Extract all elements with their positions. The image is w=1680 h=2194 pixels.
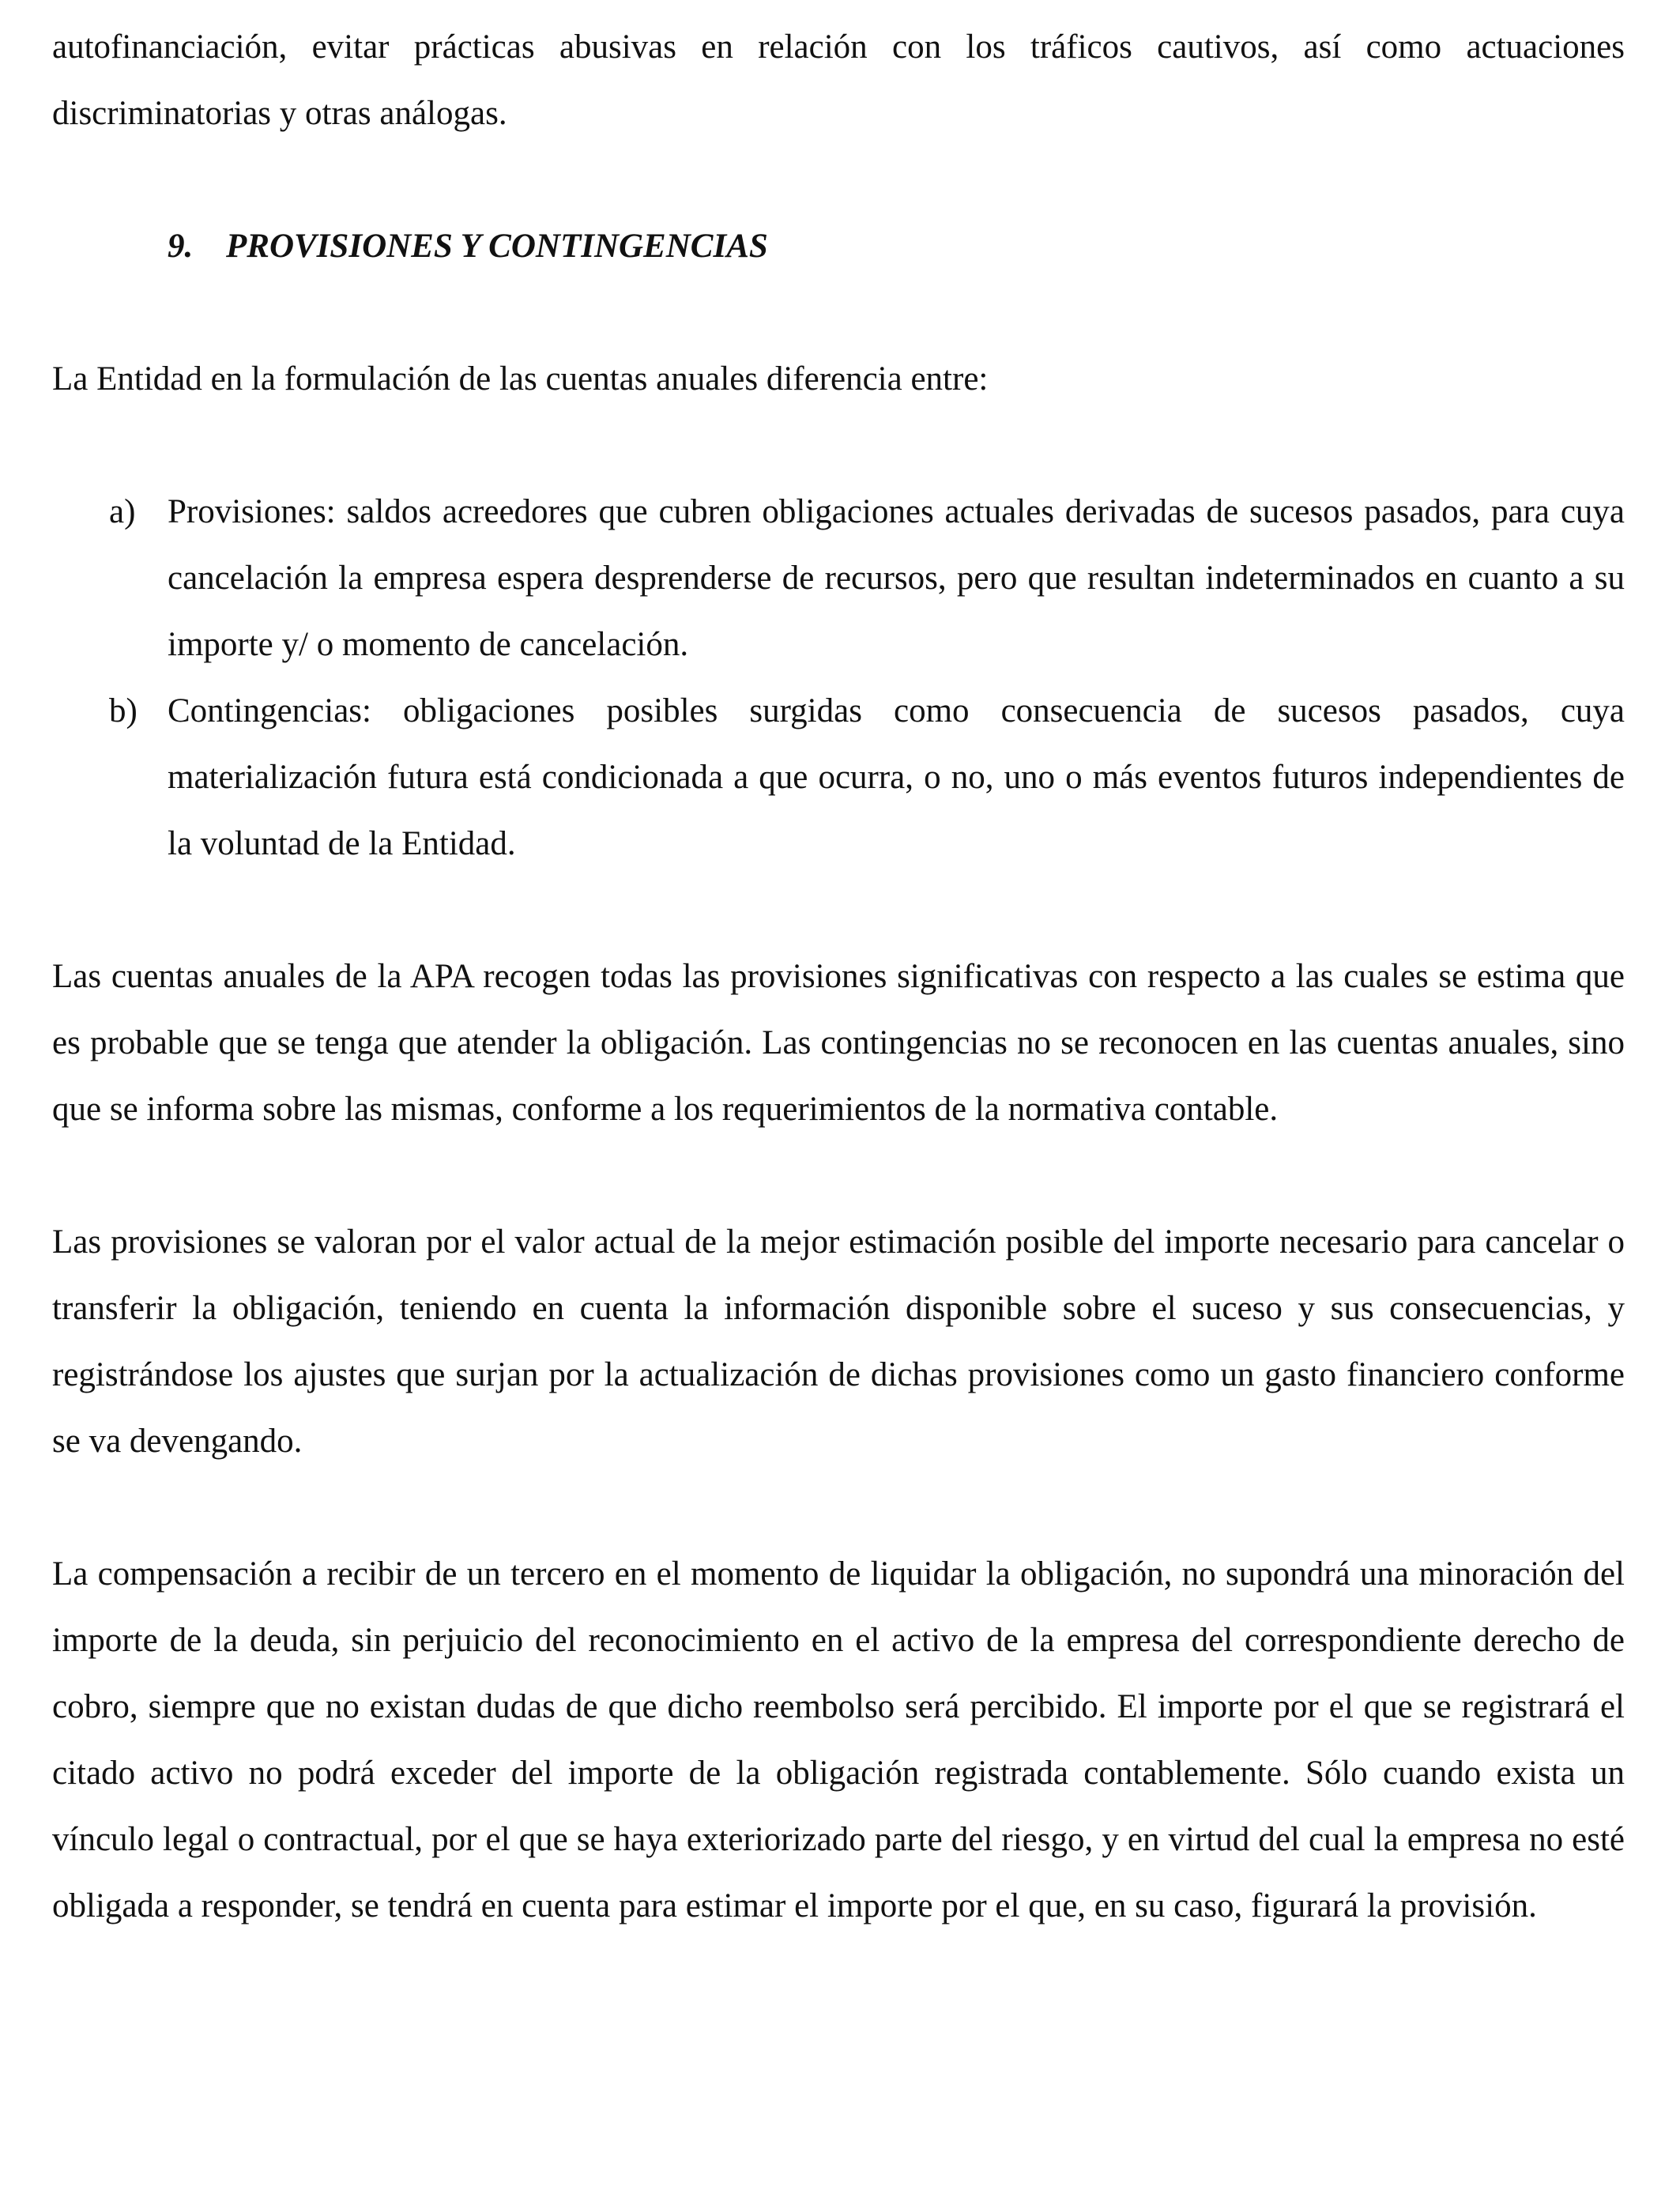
definitions-list — [52, 479, 1625, 877]
body-paragraph-3: La compensación a recibir de un tercero en el momento de liquidar la obligación, no supondrá una minoración del importe de la deuda, sin perjuicio del reconocimiento en el activo de la empresa del correspondiente derecho de cobro, siempre que no existan dudas de que dicho reembolso será percibido. El importe por el que se registrará el citado activo no podrá exceder del importe de la obligación registrada contablemente. Sólo cuando exista un vínculo legal o contractual, por el que se haya exteriorizado parte del riesgo, y en virtud del cual la empresa no esté obligada a responder, se tendrá en cuenta para estimar el importe por el que, en su caso, figurará la provisión. — [52, 1555, 1625, 1924]
section-heading — [52, 213, 1625, 280]
body-paragraph-2: Las provisiones se valoran por el valor actual de la mejor estimación posible del importe necesario para cancelar o transferir la obligación, teniendo en cuenta la información disponible sobre el suceso y sus consecuencias, y registrándose los ajustes que surjan por la actualización de dichas provisiones como un gasto financiero conforme se va devengando. — [52, 1223, 1625, 1460]
list-item-text: Provisiones: saldos acreedores que cubren obligaciones actuales derivadas de sucesos pasados, para cuya cancelación la empresa espera desprenderse de recursos, pero que resultan indeterminados en cuanto a su importe y/ o momento de cancelación. — [168, 493, 1625, 663]
section-number: 9. — [168, 228, 194, 265]
list-item-contingencias — [52, 678, 1625, 877]
list-marker: b) — [109, 692, 137, 729]
list-item-provisiones — [52, 479, 1625, 678]
list-marker: a) — [109, 493, 136, 530]
section-title: PROVISIONES Y CONTINGENCIAS — [226, 228, 768, 265]
list-item-text: Contingencias: obligaciones posibles surgidas como consecuencia de sucesos pasados, cuya materialización futura está condicionada a que ocurra, o no, uno o más eventos futuros independientes de la voluntad de la Entidad. — [168, 692, 1625, 862]
continuation-paragraph: autofinanciación, evitar prácticas abusivas en relación con los tráficos cautivos, así como actuaciones discriminatorias y otras análogas. — [52, 28, 1625, 132]
intro-paragraph: La Entidad en la formulación de las cuentas anuales diferencia entre: — [52, 360, 989, 398]
document-page — [52, 14, 1625, 1940]
body-paragraph-1: Las cuentas anuales de la APA recogen todas las provisiones significativas con respecto a las cuales se estima que es probable que se tenga que atender la obligación. Las contingencias no se reconocen en las cuentas anuales, sino que se informa sobre las mismas, conforme a los requerimientos de la normativa contable. — [52, 958, 1625, 1128]
